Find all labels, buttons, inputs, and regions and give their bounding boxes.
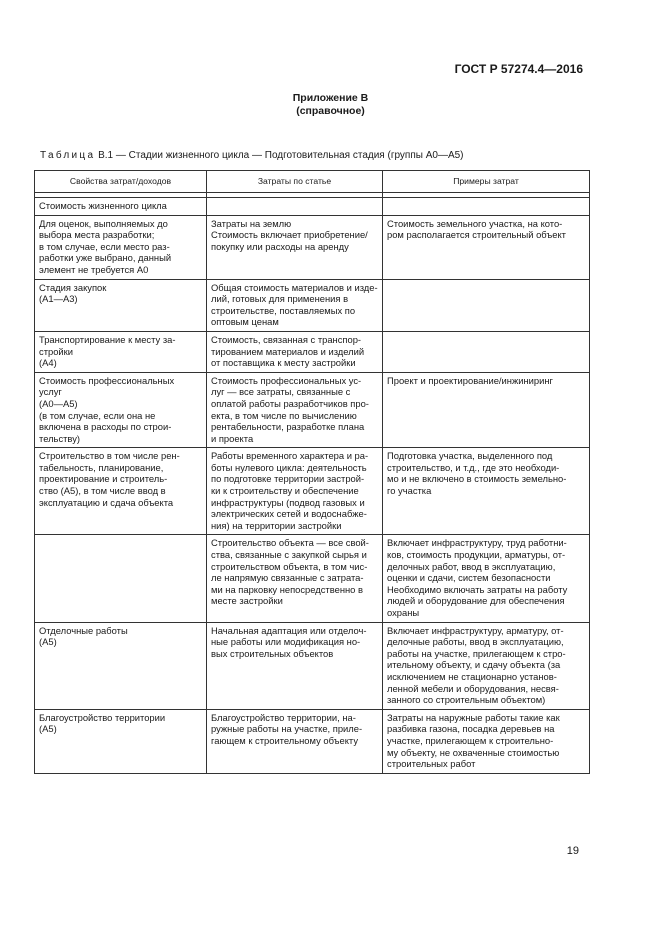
table-cell-cost: Работы временного характера и ра- боты нулевого цикла: деятельность по подготовке территории застрой- ки к строительству и обеспечение инфраструктуры (подвод газовых и электрических сетей и водоснабже- ния) на территории застройки — [207, 448, 383, 535]
table-cell-property: Отделочные работы (А5) — [35, 622, 207, 709]
table-row — [35, 709, 590, 773]
header-item-costs: Затраты по статье — [207, 171, 383, 193]
table-cell-property: Благоустройство территории (А5) — [35, 709, 207, 773]
header-cost-properties: Свойства затрат/доходов — [35, 171, 207, 193]
table-cell-example: Включает инфраструктуру, труд работни- ков, стоимость продукции, арматуры, от- делочных работ, ввод в эксплуатацию, оценки и сдачи, систем безопасности Необходимо включать затраты на работу людей и оборудование для обеспечения охраны — [383, 535, 590, 622]
standard-number: ГОСТ Р 57274.4—2016 — [454, 62, 583, 76]
table-row — [35, 331, 590, 372]
table-cell-property: Строительство в том числе рен- табельность, планирование, проектирование и строитель- ство (А5), в том числе ввод в эксплуатацию и сдача объекта — [35, 448, 207, 535]
table-cell-cost: Строительство объекта — все свой- ства, связанные с закупкой сырья и строительством объекта, в том чис- ле напрямую связанные с затрата- ми на парковку непосредственно в месте застройки — [207, 535, 383, 622]
page-number: 19 — [566, 845, 579, 857]
table-row — [35, 279, 590, 331]
table-caption — [40, 150, 464, 161]
table-cell-property: Для оценок, выполняемых до выбора места разработки; в том случае, если место раз- работки уже выбрано, данный элемент не требуется А0 — [35, 215, 207, 279]
appendix-title: Приложение В — [292, 92, 369, 104]
table-cell-cost: Стоимость профессиональных ус- луг — все затраты, связанные с оплатой работы разработчиков про- екта, в том числе по вычислению рентабельности, разработке плана и проекта — [207, 372, 383, 448]
table-cell-cost: Затраты на землю Стоимость включает приобретение/ покупку или расходы на аренду — [207, 215, 383, 279]
table-section-row — [35, 198, 590, 216]
table-cell-cost: Начальная адаптация или отделоч- ные работы или модификация но- вых строительных объектов — [207, 622, 383, 709]
section-label: Стоимость жизненного цикла — [35, 198, 207, 216]
table-caption-text: В.1 — Стадии жизненного цикла — Подготовительная стадия (группы А0—А5) — [98, 150, 464, 161]
table-cell-property: Стадия закупок (А1—А3) — [35, 279, 207, 331]
table-cell-property: Транспортирование к месту за- стройки (А4) — [35, 331, 207, 372]
appendix-heading — [0, 92, 661, 118]
table-cell-cost: Благоустройство территории, на- ружные работы на участке, приле- гающем к строительному объекту — [207, 709, 383, 773]
table-cell-cost: Стоимость, связанная с транспор- тированием материалов и изделий от поставщика к месту застройки — [207, 331, 383, 372]
table-cell-property: Стоимость профессиональных услуг (А0—А5) (в том случае, если она не включена в расходы по строи- тельству) — [35, 372, 207, 448]
appendix-subtitle: (справочное) — [296, 105, 365, 117]
table-caption-label: Таблица — [40, 150, 96, 161]
table-cell-property — [35, 535, 207, 622]
table-cell-example — [383, 279, 590, 331]
table-row — [35, 372, 590, 448]
lifecycle-table — [34, 170, 590, 774]
table-header-row — [35, 171, 590, 193]
table-cell-example: Подготовка участка, выделенного под строительство, и т.д., где это необходи- мо и не включено в стоимость земельно- го участка — [383, 448, 590, 535]
table-cell-example: Стоимость земельного участка, на кото- ром располагается строительный объект — [383, 215, 590, 279]
table-cell-example — [383, 331, 590, 372]
table-row — [35, 535, 590, 622]
table-row — [35, 215, 590, 279]
table-cell-example: Проект и проектирование/инжиниринг — [383, 372, 590, 448]
table-cell-example: Включает инфраструктуру, арматуру, от- делочные работы, ввод в эксплуатацию, работы на участке, прилегающем к стро- ительному объекту, и сдачу объекта (за исключением не стационарно установ- ленной мебели и оборудования, несвя- занного со строительным объектом) — [383, 622, 590, 709]
table-cell-cost: Общая стоимость материалов и изде- лий, готовых для применения в строительстве, поставляемых по оптовым ценам — [207, 279, 383, 331]
table-row — [35, 448, 590, 535]
header-cost-examples: Примеры затрат — [383, 171, 590, 193]
table-cell-example: Затраты на наружные работы такие как разбивка газона, посадка деревьев на участке, прилегающем к строительно- му объекту, не охваченные стоимостью строительных работ — [383, 709, 590, 773]
table-row — [35, 622, 590, 709]
